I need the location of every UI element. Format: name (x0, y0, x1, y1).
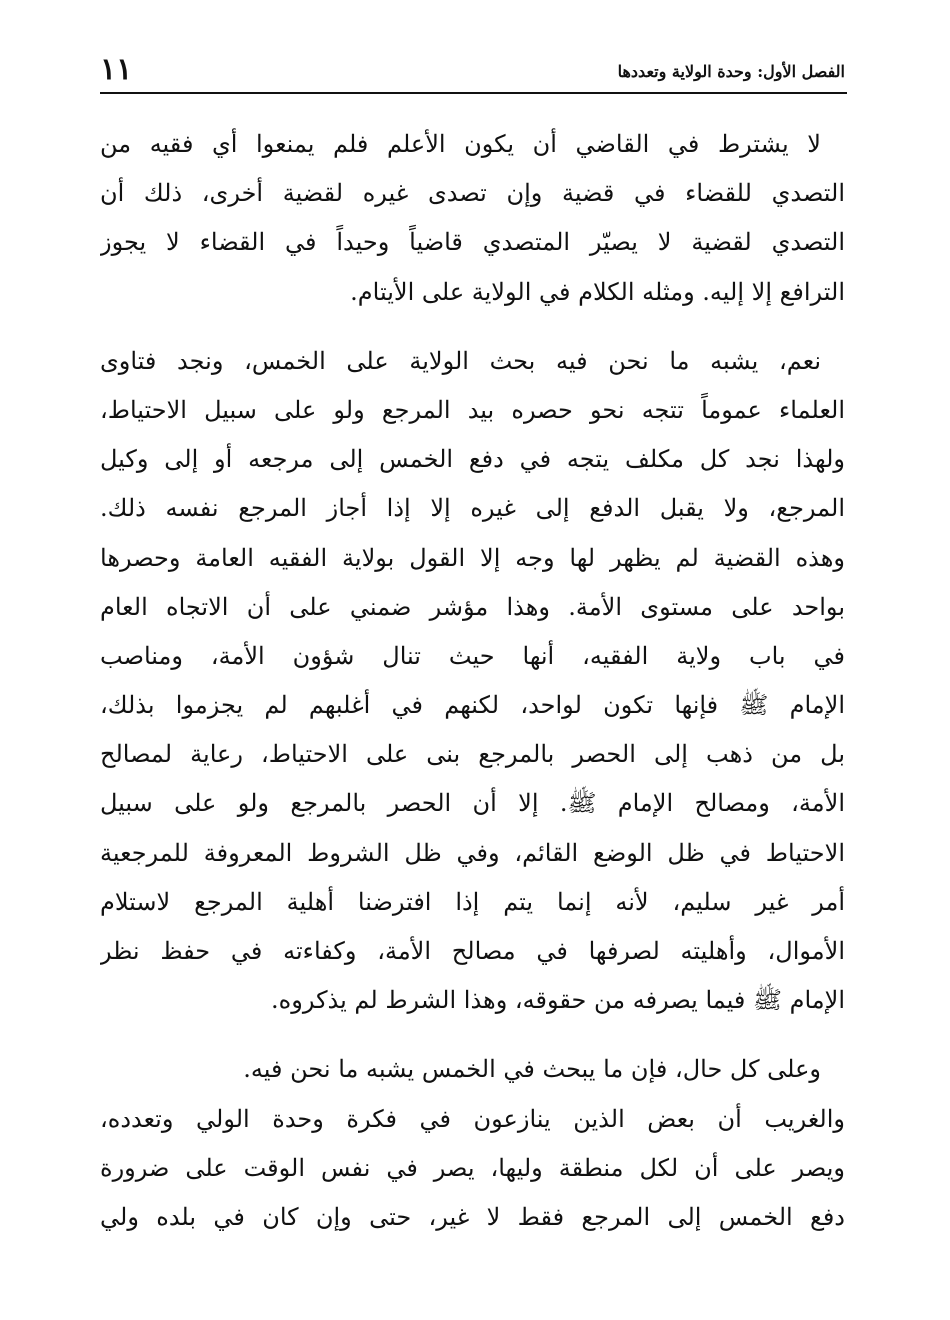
text-line: المرجع، ولا يقبل الدفع إلى غيره إلا إذا أجاز المرجع نفسه ذلك. (100, 494, 845, 523)
text-line: الاحتياط في ظل الوضع القائم، وفي ظل الشروط المعروفة للمرجعية (100, 838, 845, 867)
paragraph-gap (100, 317, 845, 337)
text-line: نعم، يشبه ما نحن فيه بحث الولاية على الخمس، ونجد فتاوى (100, 346, 821, 375)
text-line: العلماء عموماً تتجه نحو حصره بيد المرجع ولو على سبيل الاحتياط، (100, 395, 845, 424)
text-line: أمر غير سليم، لأنه إنما يتم إذا افترضنا أهلية المرجع لاستلام (100, 887, 845, 916)
text-line: التصدي للقضاء في قضية وإن تصدى غيره لقضية أخرى، ذلك أن (100, 179, 845, 208)
text-line: والغريب أن بعض الذين ينازعون في فكرة وحدة الولي وتعدده، (100, 1104, 845, 1133)
text-line: الإمام ﷺ فإنها تكون لواحد، لكنهم في أغلبهم لم يجزموا بذلك، (100, 691, 845, 720)
page-number: ١١ (100, 52, 133, 87)
paragraph-gap (100, 1025, 845, 1045)
header-rule (100, 92, 847, 94)
text-line: الأموال، وأهليته لصرفها في مصالح الأمة، وكفاءته في حفظ نظر (100, 937, 845, 965)
page-header (100, 52, 845, 92)
paragraph-1 (100, 120, 845, 317)
text-line: بواحد على مستوى الأمة. وهذا مؤشر ضمني على أن الاتجاه العام (100, 592, 845, 621)
text-line: وهذه القضية لم يظهر لها وجه إلا القول بولاية الفقيه العامة وحصرها (100, 543, 845, 572)
text-line: التصدي لقضية لا يصيّر المتصدي قاضياً وحيداً في القضاء لا يجوز (100, 228, 845, 257)
body-text (100, 120, 845, 1242)
paragraph-2 (100, 337, 845, 1026)
text-line: لا يشترط في القاضي أن يكون الأعلم فلم يمنعوا أي فقيه من (100, 130, 821, 158)
text-line: ولهذا نجد كل مكلف يتجه في دفع الخمس إلى مرجعه أو إلى وكيل (100, 445, 845, 474)
text-line: الإمام ﷺ فيما يصرفه من حقوقه، وهذا الشرط لم يذكروه. (271, 986, 845, 1015)
text-line: دفع الخمس إلى المرجع فقط لا غير، حتى وإن كان في بلده ولي (100, 1202, 845, 1231)
text-line: وعلى كل حال، فإن ما يبحث في الخمس يشبه ما نحن فيه. (243, 1055, 821, 1084)
paragraph-3 (100, 1045, 845, 1242)
text-line: الترافع إلا إليه. ومثله الكلام في الولاية على الأيتام. (350, 277, 845, 306)
text-line: الأمة، ومصالح الإمام ﷺ. إلا أن الحصر بالمرجع ولو على سبيل (100, 789, 845, 818)
text-line: بل من ذهب إلى الحصر بالمرجع بنى على الاحتياط، رعاية لمصالح (100, 740, 845, 769)
running-title: الفصل الأول: وحدة الولاية وتعددها (617, 62, 845, 81)
text-line: في باب ولاية الفقيه، أنها حيث تنال شؤون الأمة، ومناصب (100, 641, 845, 670)
text-line: ويصر على أن لكل منطقة وليها، يصر في نفس الوقت على ضرورة (100, 1153, 845, 1182)
